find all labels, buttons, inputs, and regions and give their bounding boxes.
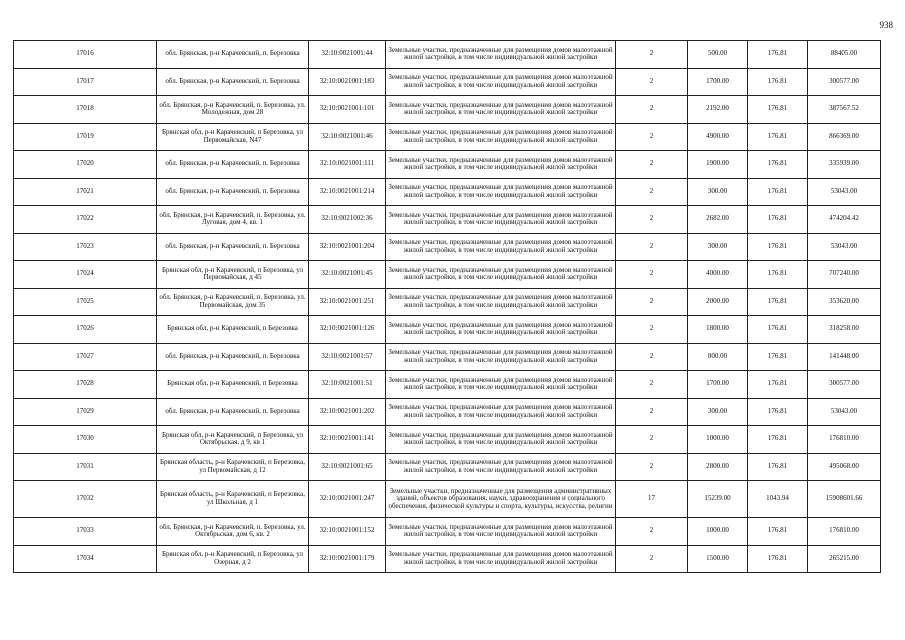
group-cell: 2 bbox=[616, 371, 688, 399]
address-cell: обл. Брянская, р-н Карачевский, п. Березовка bbox=[157, 68, 309, 96]
row-number-cell: 17026 bbox=[14, 316, 157, 344]
cadastral-value-cell: 53043.00 bbox=[808, 398, 881, 426]
cadastral-value-cell: 176810.00 bbox=[808, 426, 881, 454]
specific-value-cell: 176.81 bbox=[748, 398, 808, 426]
cadastral-value-cell: 318258.00 bbox=[808, 316, 881, 344]
cadastral-number-cell: 32:10:0021001:141 bbox=[309, 426, 386, 454]
specific-value-cell: 1043.94 bbox=[748, 481, 808, 518]
address-cell: обл. Брянская, р-н Карачевский, п. Березовка, ул. Первомайская, дом 35 bbox=[157, 288, 309, 316]
specific-value-cell: 176.81 bbox=[748, 426, 808, 454]
group-cell: 2 bbox=[616, 261, 688, 289]
area-cell: 800.00 bbox=[688, 343, 748, 371]
area-cell: 300.00 bbox=[688, 233, 748, 261]
area-cell: 2800.00 bbox=[688, 453, 748, 481]
address-cell: Брянская обл, р-н Карачевский, п Березовка, ул Октябрьская, д 9, кв 1 bbox=[157, 426, 309, 454]
row-number-cell: 17028 bbox=[14, 371, 157, 399]
row-number-cell: 17033 bbox=[14, 518, 157, 546]
cadastral-value-cell: 387567.52 bbox=[808, 96, 881, 124]
specific-value-cell: 176.81 bbox=[748, 545, 808, 573]
land-use-cell: Земельные участки, предназначенные для размещения домов малоэтажной жилой застройки, в том числе индивидуальной жилой застройки bbox=[386, 545, 616, 573]
cadastral-value-cell: 176810.00 bbox=[808, 518, 881, 546]
area-cell: 1800.00 bbox=[688, 316, 748, 344]
area-cell: 1000.00 bbox=[688, 518, 748, 546]
cadastral-number-cell: 32:10:0021002:36 bbox=[309, 206, 386, 234]
group-cell: 2 bbox=[616, 41, 688, 69]
specific-value-cell: 176.81 bbox=[748, 41, 808, 69]
land-use-cell: Земельные участки, предназначенные для размещения домов малоэтажной жилой застройки, в том числе индивидуальной жилой застройки bbox=[386, 41, 616, 69]
group-cell: 2 bbox=[616, 343, 688, 371]
specific-value-cell: 176.81 bbox=[748, 261, 808, 289]
address-cell: Брянская область, р-н Карачевский, п Березовка, ул Первомайская, д 12 bbox=[157, 453, 309, 481]
cadastral-value-cell: 866369.00 bbox=[808, 123, 881, 151]
table-row bbox=[14, 398, 881, 426]
table-row bbox=[14, 261, 881, 289]
land-use-cell: Земельные участки, предназначенные для размещения домов малоэтажной жилой застройки, в том числе индивидуальной жилой застройки bbox=[386, 68, 616, 96]
row-number-cell: 17034 bbox=[14, 545, 157, 573]
address-cell: обл. Брянская, р-н Карачевский, п. Березовка, ул. Молодежная, дом 28 bbox=[157, 96, 309, 124]
cadastral-number-cell: 32:10:0021001:204 bbox=[309, 233, 386, 261]
row-number-cell: 17021 bbox=[14, 178, 157, 206]
group-cell: 2 bbox=[616, 233, 688, 261]
table-row bbox=[14, 68, 881, 96]
cadastral-number-cell: 32:10:0021001:183 bbox=[309, 68, 386, 96]
address-cell: Брянская область, р-н Карачевский, п Березовка, ул Школьная, д 1 bbox=[157, 481, 309, 518]
land-use-cell: Земельные участки, предназначенные для размещения домов малоэтажной жилой застройки, в том числе индивидуальной жилой застройки bbox=[386, 178, 616, 206]
group-cell: 17 bbox=[616, 481, 688, 518]
address-cell: обл. Брянская, р-н Карачевский, п. Березовка bbox=[157, 151, 309, 179]
land-use-cell: Земельные участки, предназначенные для размещения домов малоэтажной жилой застройки, в том числе индивидуальной жилой застройки bbox=[386, 151, 616, 179]
area-cell: 2000.00 bbox=[688, 288, 748, 316]
land-use-cell: Земельные участки, предназначенные для размещения домов малоэтажной жилой застройки, в том числе индивидуальной жилой застройки bbox=[386, 123, 616, 151]
table-row bbox=[14, 453, 881, 481]
table-row bbox=[14, 316, 881, 344]
row-number-cell: 17031 bbox=[14, 453, 157, 481]
table-row bbox=[14, 178, 881, 206]
land-use-cell: Земельные участки, предназначенные для размещения административных зданий, объектов образования, науки, здравоохранения и социального обеспечения, физической культуры и спорта, культуры, искусства, религии bbox=[386, 481, 616, 518]
group-cell: 2 bbox=[616, 96, 688, 124]
specific-value-cell: 176.81 bbox=[748, 96, 808, 124]
address-cell: обл. Брянская, р-н Карачевский, п. Березовка, ул. Луговая, дом 4, кв. 1 bbox=[157, 206, 309, 234]
area-cell: 1900.00 bbox=[688, 151, 748, 179]
cadastral-number-cell: 32:10:0021001:214 bbox=[309, 178, 386, 206]
land-use-cell: Земельные участки, предназначенные для размещения домов малоэтажной жилой застройки, в том числе индивидуальной жилой застройки bbox=[386, 426, 616, 454]
group-cell: 2 bbox=[616, 151, 688, 179]
cadastral-value-cell: 353620.00 bbox=[808, 288, 881, 316]
group-cell: 2 bbox=[616, 206, 688, 234]
cadastral-value-table bbox=[13, 40, 881, 573]
table-row bbox=[14, 426, 881, 454]
area-cell: 300.00 bbox=[688, 178, 748, 206]
row-number-cell: 17018 bbox=[14, 96, 157, 124]
address-cell: Брянская обл, р-н Карачевский, п Березовка, ул Первомайская, N47 bbox=[157, 123, 309, 151]
cadastral-value-cell: 495068.00 bbox=[808, 453, 881, 481]
table-body bbox=[14, 41, 881, 573]
row-number-cell: 17027 bbox=[14, 343, 157, 371]
group-cell: 2 bbox=[616, 68, 688, 96]
cadastral-value-cell: 53043.00 bbox=[808, 178, 881, 206]
cadastral-number-cell: 32:10:0021001:111 bbox=[309, 151, 386, 179]
cadastral-number-cell: 32:10:0021001:179 bbox=[309, 545, 386, 573]
group-cell: 2 bbox=[616, 453, 688, 481]
cadastral-value-cell: 53043.00 bbox=[808, 233, 881, 261]
table-row bbox=[14, 123, 881, 151]
area-cell: 1000.00 bbox=[688, 426, 748, 454]
row-number-cell: 17016 bbox=[14, 41, 157, 69]
cadastral-number-cell: 32:10:0021001:45 bbox=[309, 261, 386, 289]
row-number-cell: 17020 bbox=[14, 151, 157, 179]
cadastral-value-cell: 300577.00 bbox=[808, 68, 881, 96]
cadastral-number-cell: 32:10:0021001:126 bbox=[309, 316, 386, 344]
cadastral-number-cell: 32:10:0021001:251 bbox=[309, 288, 386, 316]
land-use-cell: Земельные участки, предназначенные для размещения домов малоэтажной жилой застройки, в том числе индивидуальной жилой застройки bbox=[386, 518, 616, 546]
specific-value-cell: 176.81 bbox=[748, 233, 808, 261]
area-cell: 1700.00 bbox=[688, 371, 748, 399]
table-row bbox=[14, 371, 881, 399]
land-use-cell: Земельные участки, предназначенные для размещения домов малоэтажной жилой застройки, в том числе индивидуальной жилой застройки bbox=[386, 453, 616, 481]
specific-value-cell: 176.81 bbox=[748, 68, 808, 96]
group-cell: 2 bbox=[616, 518, 688, 546]
address-cell: обл. Брянская, р-н Карачевский, п. Березовка bbox=[157, 41, 309, 69]
land-use-cell: Земельные участки, предназначенные для размещения домов малоэтажной жилой застройки, в том числе индивидуальной жилой застройки bbox=[386, 398, 616, 426]
specific-value-cell: 176.81 bbox=[748, 343, 808, 371]
group-cell: 2 bbox=[616, 316, 688, 344]
area-cell: 4000.00 bbox=[688, 261, 748, 289]
table-row bbox=[14, 518, 881, 546]
row-number-cell: 17023 bbox=[14, 233, 157, 261]
specific-value-cell: 176.81 bbox=[748, 518, 808, 546]
address-cell: обл. Брянская, р-н Карачевский, п. Березовка bbox=[157, 398, 309, 426]
group-cell: 2 bbox=[616, 178, 688, 206]
table-row bbox=[14, 545, 881, 573]
specific-value-cell: 176.81 bbox=[748, 123, 808, 151]
cadastral-number-cell: 32:10:0021001:101 bbox=[309, 96, 386, 124]
table-row bbox=[14, 151, 881, 179]
land-use-cell: Земельные участки, предназначенные для размещения домов малоэтажной жилой застройки, в том числе индивидуальной жилой застройки bbox=[386, 233, 616, 261]
table-row bbox=[14, 481, 881, 518]
address-cell: Брянская обл, р-н Карачевский, п Березовка bbox=[157, 316, 309, 344]
specific-value-cell: 176.81 bbox=[748, 206, 808, 234]
area-cell: 300.00 bbox=[688, 398, 748, 426]
land-use-cell: Земельные участки, предназначенные для размещения домов малоэтажной жилой застройки, в том числе индивидуальной жилой застройки bbox=[386, 206, 616, 234]
table-row bbox=[14, 288, 881, 316]
table-row bbox=[14, 206, 881, 234]
specific-value-cell: 176.81 bbox=[748, 453, 808, 481]
row-number-cell: 17024 bbox=[14, 261, 157, 289]
cadastral-value-cell: 88405.00 bbox=[808, 41, 881, 69]
specific-value-cell: 176.81 bbox=[748, 151, 808, 179]
land-use-cell: Земельные участки, предназначенные для размещения домов малоэтажной жилой застройки, в том числе индивидуальной жилой застройки bbox=[386, 288, 616, 316]
specific-value-cell: 176.81 bbox=[748, 316, 808, 344]
row-number-cell: 17019 bbox=[14, 123, 157, 151]
address-cell: Брянская обл, р-н Карачевский, п Березовка, ул Озерная, д 2 bbox=[157, 545, 309, 573]
address-cell: обл. Брянская, р-н Карачевский, п. Березовка bbox=[157, 343, 309, 371]
specific-value-cell: 176.81 bbox=[748, 288, 808, 316]
table-row bbox=[14, 41, 881, 69]
row-number-cell: 17030 bbox=[14, 426, 157, 454]
table-row bbox=[14, 343, 881, 371]
land-use-cell: Земельные участки, предназначенные для размещения домов малоэтажной жилой застройки, в том числе индивидуальной жилой застройки bbox=[386, 343, 616, 371]
group-cell: 2 bbox=[616, 426, 688, 454]
cadastral-number-cell: 32:10:0021001:44 bbox=[309, 41, 386, 69]
group-cell: 2 bbox=[616, 545, 688, 573]
cadastral-number-cell: 32:10:0021001:65 bbox=[309, 453, 386, 481]
address-cell: обл. Брянская, р-н Карачевский, п. Березовка bbox=[157, 178, 309, 206]
table-row bbox=[14, 96, 881, 124]
cadastral-value-cell: 141448.00 bbox=[808, 343, 881, 371]
row-number-cell: 17032 bbox=[14, 481, 157, 518]
area-cell: 2682.00 bbox=[688, 206, 748, 234]
group-cell: 2 bbox=[616, 398, 688, 426]
specific-value-cell: 176.81 bbox=[748, 371, 808, 399]
land-use-cell: Земельные участки, предназначенные для размещения домов малоэтажной жилой застройки, в том числе индивидуальной жилой застройки bbox=[386, 371, 616, 399]
land-use-cell: Земельные участки, предназначенные для размещения домов малоэтажной жилой застройки, в том числе индивидуальной жилой застройки bbox=[386, 316, 616, 344]
group-cell: 2 bbox=[616, 288, 688, 316]
table-row bbox=[14, 233, 881, 261]
address-cell: обл. Брянская, р-н Карачевский, п. Березовка, ул. Октябрьская, дом 6, кв. 2 bbox=[157, 518, 309, 546]
area-cell: 1500.00 bbox=[688, 545, 748, 573]
address-cell: Брянская обл, р-н Карачевский, п Березовка, ул Первомайская, д 45 bbox=[157, 261, 309, 289]
area-cell: 15239.00 bbox=[688, 481, 748, 518]
land-use-cell: Земельные участки, предназначенные для размещения домов малоэтажной жилой застройки, в том числе индивидуальной жилой застройки bbox=[386, 261, 616, 289]
cadastral-value-cell: 300577.00 bbox=[808, 371, 881, 399]
cadastral-value-cell: 265215.00 bbox=[808, 545, 881, 573]
cadastral-value-cell: 707240.00 bbox=[808, 261, 881, 289]
row-number-cell: 17025 bbox=[14, 288, 157, 316]
cadastral-number-cell: 32:10:0021001:247 bbox=[309, 481, 386, 518]
page-number: 938 bbox=[879, 20, 893, 30]
cadastral-value-cell: 15908601.66 bbox=[808, 481, 881, 518]
row-number-cell: 17029 bbox=[14, 398, 157, 426]
area-cell: 4900.00 bbox=[688, 123, 748, 151]
group-cell: 2 bbox=[616, 123, 688, 151]
cadastral-number-cell: 32:10:0021001:202 bbox=[309, 398, 386, 426]
area-cell: 1700.00 bbox=[688, 68, 748, 96]
cadastral-value-cell: 335939.00 bbox=[808, 151, 881, 179]
cadastral-number-cell: 32:10:0021001:152 bbox=[309, 518, 386, 546]
address-cell: обл. Брянская, р-н Карачевский, п. Березовка bbox=[157, 233, 309, 261]
area-cell: 2192.00 bbox=[688, 96, 748, 124]
cadastral-value-cell: 474204.42 bbox=[808, 206, 881, 234]
cadastral-number-cell: 32:10:0021001:51 bbox=[309, 371, 386, 399]
area-cell: 500.00 bbox=[688, 41, 748, 69]
address-cell: Брянская обл, р-н Карачевский, п Березовка bbox=[157, 371, 309, 399]
specific-value-cell: 176.81 bbox=[748, 178, 808, 206]
cadastral-number-cell: 32:10:0021001:46 bbox=[309, 123, 386, 151]
cadastral-number-cell: 32:10:0021001:57 bbox=[309, 343, 386, 371]
row-number-cell: 17017 bbox=[14, 68, 157, 96]
row-number-cell: 17022 bbox=[14, 206, 157, 234]
land-use-cell: Земельные участки, предназначенные для размещения домов малоэтажной жилой застройки, в том числе индивидуальной жилой застройки bbox=[386, 96, 616, 124]
